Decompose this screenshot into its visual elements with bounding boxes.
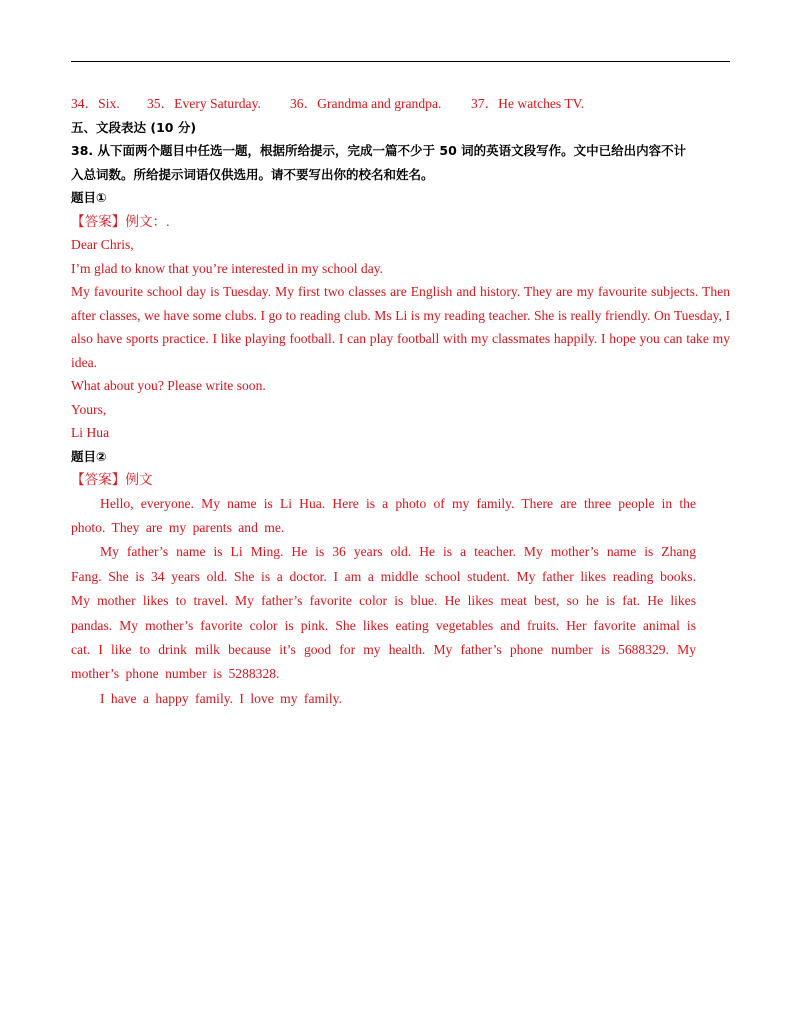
topic2-answer-tag: 【答案】例文 xyxy=(71,472,153,487)
topic1-greeting: Dear Chris, xyxy=(71,237,134,252)
answer-35: 35．Every Saturday. xyxy=(147,96,261,111)
question-38-line2: 入总词数。所给提示词语仅供选用。请不要写出你的校名和姓名。 xyxy=(71,166,434,182)
topic1-intro: I’m glad to know that you’re interested in my school day. xyxy=(71,260,384,276)
topic1-closing-question: What about you? Please write soon. xyxy=(71,378,266,393)
answer-34: 34．Six. xyxy=(71,96,120,111)
section-title: 五、文段表达 xyxy=(71,119,147,135)
topic1-answer-tag: 【答案】例文：. xyxy=(71,213,170,229)
topic1-body: My favourite school day is Tuesday. My first two classes are English and history. They are my favourite subjects. Then after classes, we have some clubs. I go to reading club. Ms Li is my reading teacher. She is really friendly. On Tuesday, I also have sports practice. I like playing football. I can play football with my classmates happily. I hope you can take my idea. xyxy=(71,284,730,370)
topic2-paragraph-1: Hello, everyone. My name is Li Hua. Here is a photo of my family. There are three people in the photo. They are my parents and me. xyxy=(71,495,696,535)
section-heading xyxy=(71,116,730,140)
topic1-name: Li Hua xyxy=(71,425,110,440)
topic2-paragraph-3: I have a happy family. I love my family. xyxy=(100,690,342,706)
answer-37: 37．He watches TV. xyxy=(471,96,585,111)
header-rule xyxy=(71,61,730,62)
topic1-signoff: Yours, xyxy=(71,401,107,417)
question-text-part1: 从下面两个题目中任选一题，根据所给提示，完成一篇不少于 xyxy=(97,143,436,158)
question-min-words: 50 xyxy=(439,143,457,158)
question-number: 38. xyxy=(71,143,94,158)
question-38-line1 xyxy=(71,139,730,163)
section-score: (10 分) xyxy=(150,119,197,135)
page-content xyxy=(71,92,730,711)
topic2-paragraph-2: My father’s name is Li Ming. He is 36 years old. He is a teacher. My mother’s name is Zhang Fang. She is 34 years old. She is a doctor. I am a middle school student. My father likes reading books. My mother likes to travel. My father’s favorite color is blue. He likes meat best, so he is fat. He likes pandas. My mother’s favorite color is pink. She likes eating vegetables and fruits. Her favorite animal is cat. I like to drink milk because it’s good for my health. My father’s phone number is 5688329. My mother’s phone number is 5288328. xyxy=(71,544,696,682)
answer-36: 36．Grandma and grandpa. xyxy=(290,96,442,111)
topic2-label: 题目② xyxy=(71,448,107,464)
question-text-part2: 词的英语文段写作。文中已给出内容不计 xyxy=(461,143,687,158)
topic1-label: 题目① xyxy=(71,190,107,205)
answer-key-row xyxy=(71,92,730,116)
